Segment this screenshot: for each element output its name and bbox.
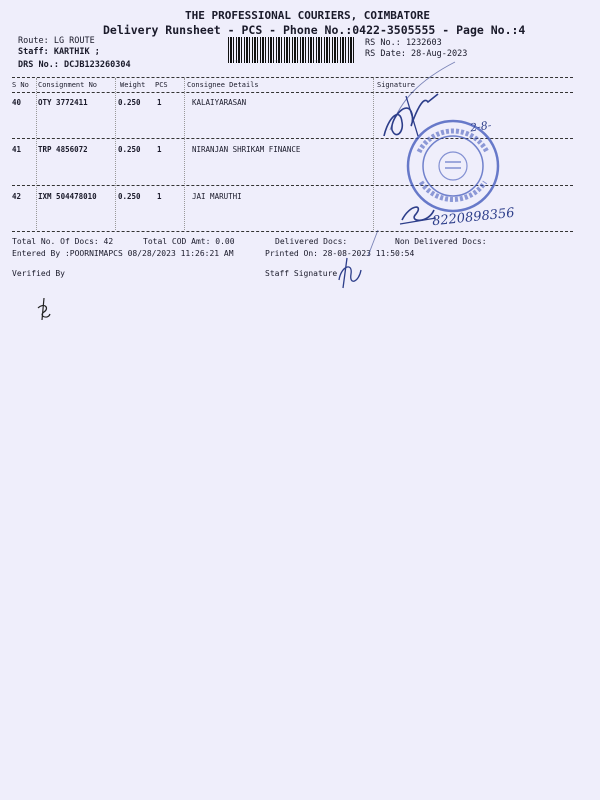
rs-number: RS No.: 1232603 bbox=[365, 38, 442, 48]
row-pcs: 1 bbox=[157, 192, 162, 201]
row-consignee: NIRANJAN SHRIKAM FINANCE bbox=[192, 145, 301, 154]
row-sno: 42 bbox=[12, 192, 22, 201]
row-sno: 40 bbox=[12, 98, 22, 107]
column-divider bbox=[36, 78, 37, 230]
column-divider bbox=[184, 78, 185, 230]
row-consignment: IXM 504478010 bbox=[38, 192, 97, 201]
route-label: Route: LG ROUTE bbox=[18, 36, 95, 46]
col-weight: Weight bbox=[120, 81, 146, 89]
staff-label: Staff: KARTHIK ; bbox=[18, 47, 100, 57]
pen-stroke bbox=[360, 60, 460, 260]
row-consignee: JAI MARUTHI bbox=[192, 192, 242, 201]
row-weight: 0.250 bbox=[118, 145, 141, 154]
runsheet-subtitle: Delivery Runsheet - PCS - Phone No.:0422-3505555 - Page No.:4 bbox=[103, 23, 526, 37]
row-consignment: OTY 3772411 bbox=[38, 98, 88, 107]
barcode bbox=[228, 37, 356, 63]
total-docs: Total No. Of Docs: 42 bbox=[12, 237, 114, 246]
total-cod: Total COD Amt: 0.00 bbox=[143, 237, 235, 246]
table-header-rule bbox=[12, 92, 573, 93]
handwritten-note: 2-8- bbox=[469, 118, 493, 135]
table-top-rule bbox=[12, 77, 573, 78]
delivered-docs: Delivered Docs: bbox=[275, 237, 348, 246]
non-delivered-docs: Non Delivered Docs: bbox=[395, 237, 487, 246]
company-title: THE PROFESSIONAL COURIERS, COIMBATORE bbox=[185, 9, 431, 22]
table-bottom-rule bbox=[12, 231, 573, 232]
printed-on: Printed On: 28-08-2023 11:50:54 bbox=[265, 249, 415, 258]
column-divider bbox=[115, 78, 116, 230]
col-consignee: Consignee Details bbox=[187, 81, 259, 89]
row-pcs: 1 bbox=[157, 145, 162, 154]
row-consignee: KALAIYARASAN bbox=[192, 98, 247, 107]
handwritten-phone: 8220898356 bbox=[431, 205, 516, 230]
col-pcs: PCS bbox=[155, 81, 168, 89]
col-sno: S No bbox=[12, 81, 29, 89]
entered-by: Entered By :POORNIMAPCS 08/28/2023 11:26:21 AM bbox=[12, 249, 234, 258]
staff-signature-label: Staff Signature bbox=[265, 269, 338, 278]
verified-by-label: Verified By bbox=[12, 269, 65, 278]
drs-number: DRS No.: DCJB123260304 bbox=[18, 60, 131, 70]
row-pcs: 1 bbox=[157, 98, 162, 107]
verifier-signature bbox=[34, 296, 54, 322]
rs-date: RS Date: 28-Aug-2023 bbox=[365, 49, 468, 59]
col-consignment: Consignment No bbox=[38, 81, 98, 89]
col-signature: Signature bbox=[377, 81, 415, 89]
row-consignment: TRP 4856072 bbox=[38, 145, 88, 154]
row-sno: 41 bbox=[12, 145, 22, 154]
row-weight: 0.250 bbox=[118, 98, 141, 107]
row-weight: 0.250 bbox=[118, 192, 141, 201]
